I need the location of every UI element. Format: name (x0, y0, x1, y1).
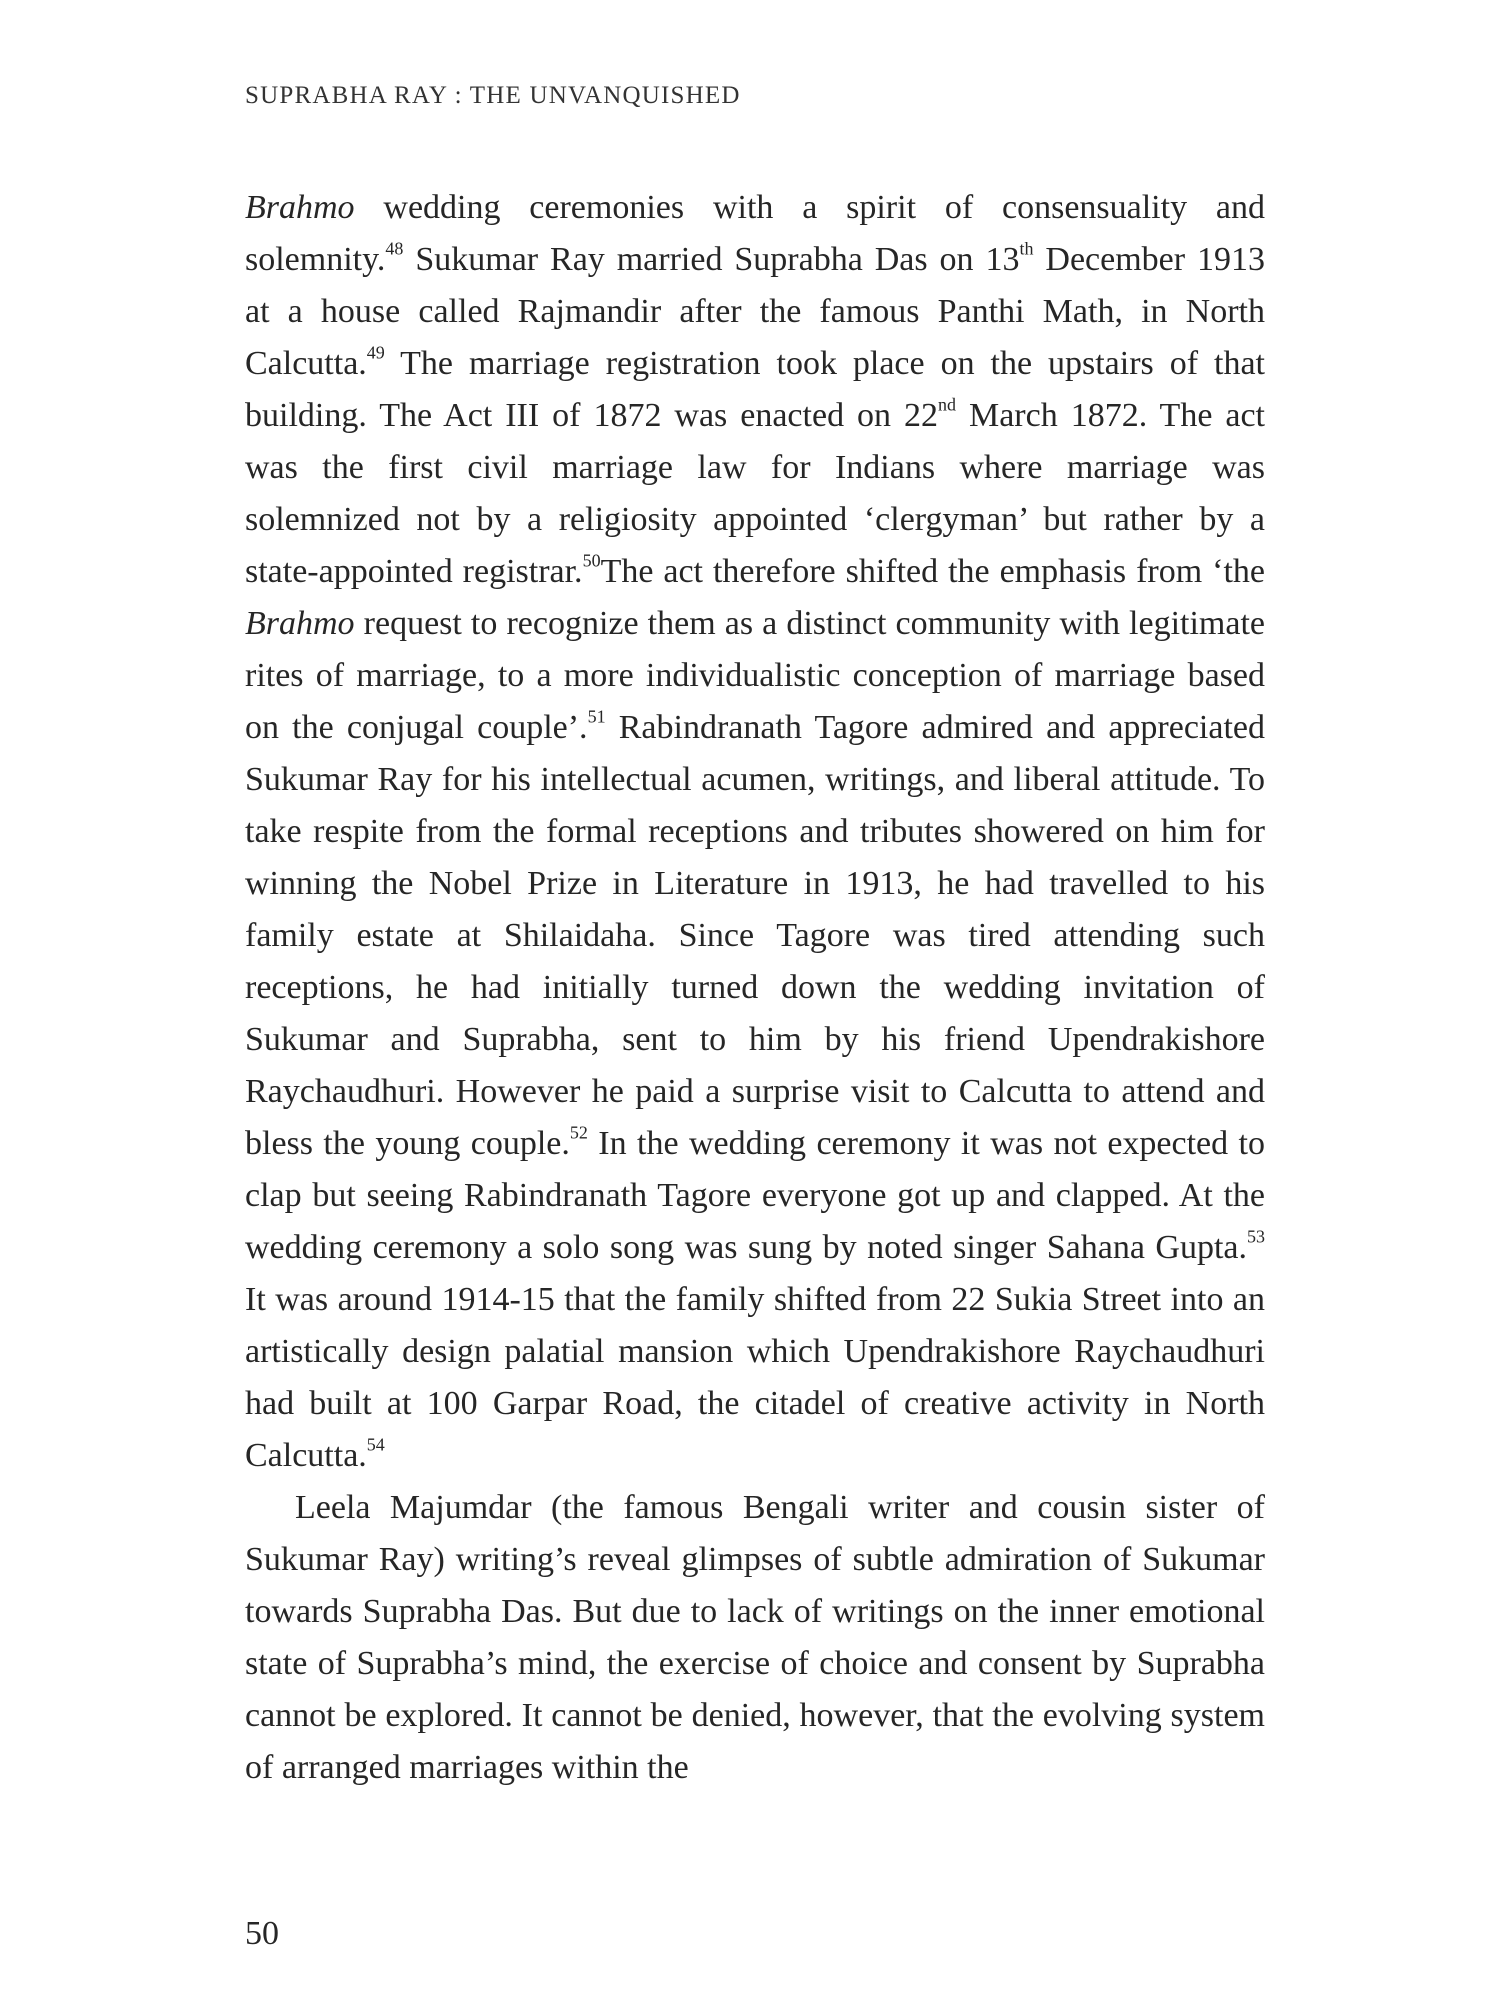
paragraph-2: Leela Majumdar (the famous Bengali writer and cousin sister of Sukumar Ray) writing’s reveal glimpses of subtle admiration of Sukumar towards Suprabha Das. But due to lack of writings on the inner emotional state of Suprabha’s mind, the exercise of choice and consent by Suprabha cannot be explored. It cannot be denied, however, that the evolving system of arranged marriages within the (245, 1489, 1265, 1786)
ordinal-suffix: th (1019, 238, 1034, 259)
footnote-ref-54: 54 (366, 1434, 385, 1455)
footnote-ref-48: 48 (385, 238, 404, 259)
footnote-ref-50: 50 (582, 550, 601, 571)
paragraph-1: Brahmo wedding ceremonies with a spirit of consensuality and solemnity.$^{48}$ Sukumar Ray married Suprabha Das on 13th December 1913 at a house called Rajmandir after the famous Panthi Math, in North Calcutta.$^{49}$ The marriage registration took place on the upstairs of that building. The Act III of 1872 was enacted on 22nd March 1872. The act was the first civil marriage law for Indians where marriage was solemnized not by a religiosity appointed ‘clergyman’ but rather by a state-appointed registrar.$^{50}$The act therefore shifted the emphasis from ‘the Brahmo request to recognize them as a distinct community with legitimate rites of marriage, to a more individualistic conception of marriage based on the conjugal couple’.$^{51}$ Rabindranath Tagore admired and appreciated Sukumar Ray for his intellectual acumen, writings, and liberal attitude. To take respite from the formal receptions and tributes showered on him for winning the Nobel Prize in Literature in 1913, he had travelled to his family estate at Shilaidaha. Since Tagore was tired attending such receptions, he had initially turned down the wedding invitation of Sukumar and Suprabha, sent to him by his friend Upendrakishore Raychaudhuri. However he paid a surprise visit to Calcutta to attend and bless the young couple.$^{52}$ In the wedding ceremony it was not expected to clap but seeing Rabindranath Tagore everyone got up and clapped. At the wedding ceremony a solo song was sung by noted singer Sahana Gupta.$^{53}$ It was around 1914-15 that the family shifted from 22 Sukia Street into an artistically design palatial mansion which Upendrakishore Raychaudhuri had built at 100 Garpar Road, the citadel of creative activity in North Calcutta.$^{54}$ (245, 189, 1266, 1474)
footnote-ref-49: 49 (366, 342, 385, 363)
body-text (245, 182, 1265, 1794)
italic-term: Brahmo (245, 189, 355, 226)
footnote-ref-51: 51 (587, 706, 606, 727)
running-head: SUPRABHA RAY : THE UNVANQUISHED (245, 82, 741, 109)
footnote-ref-53: 53 (1247, 1226, 1265, 1247)
italic-term: Brahmo (245, 605, 355, 642)
footnote-ref-52: 52 (569, 1122, 588, 1143)
ordinal-suffix: nd (938, 394, 957, 415)
page-number: 50 (245, 1915, 279, 1952)
